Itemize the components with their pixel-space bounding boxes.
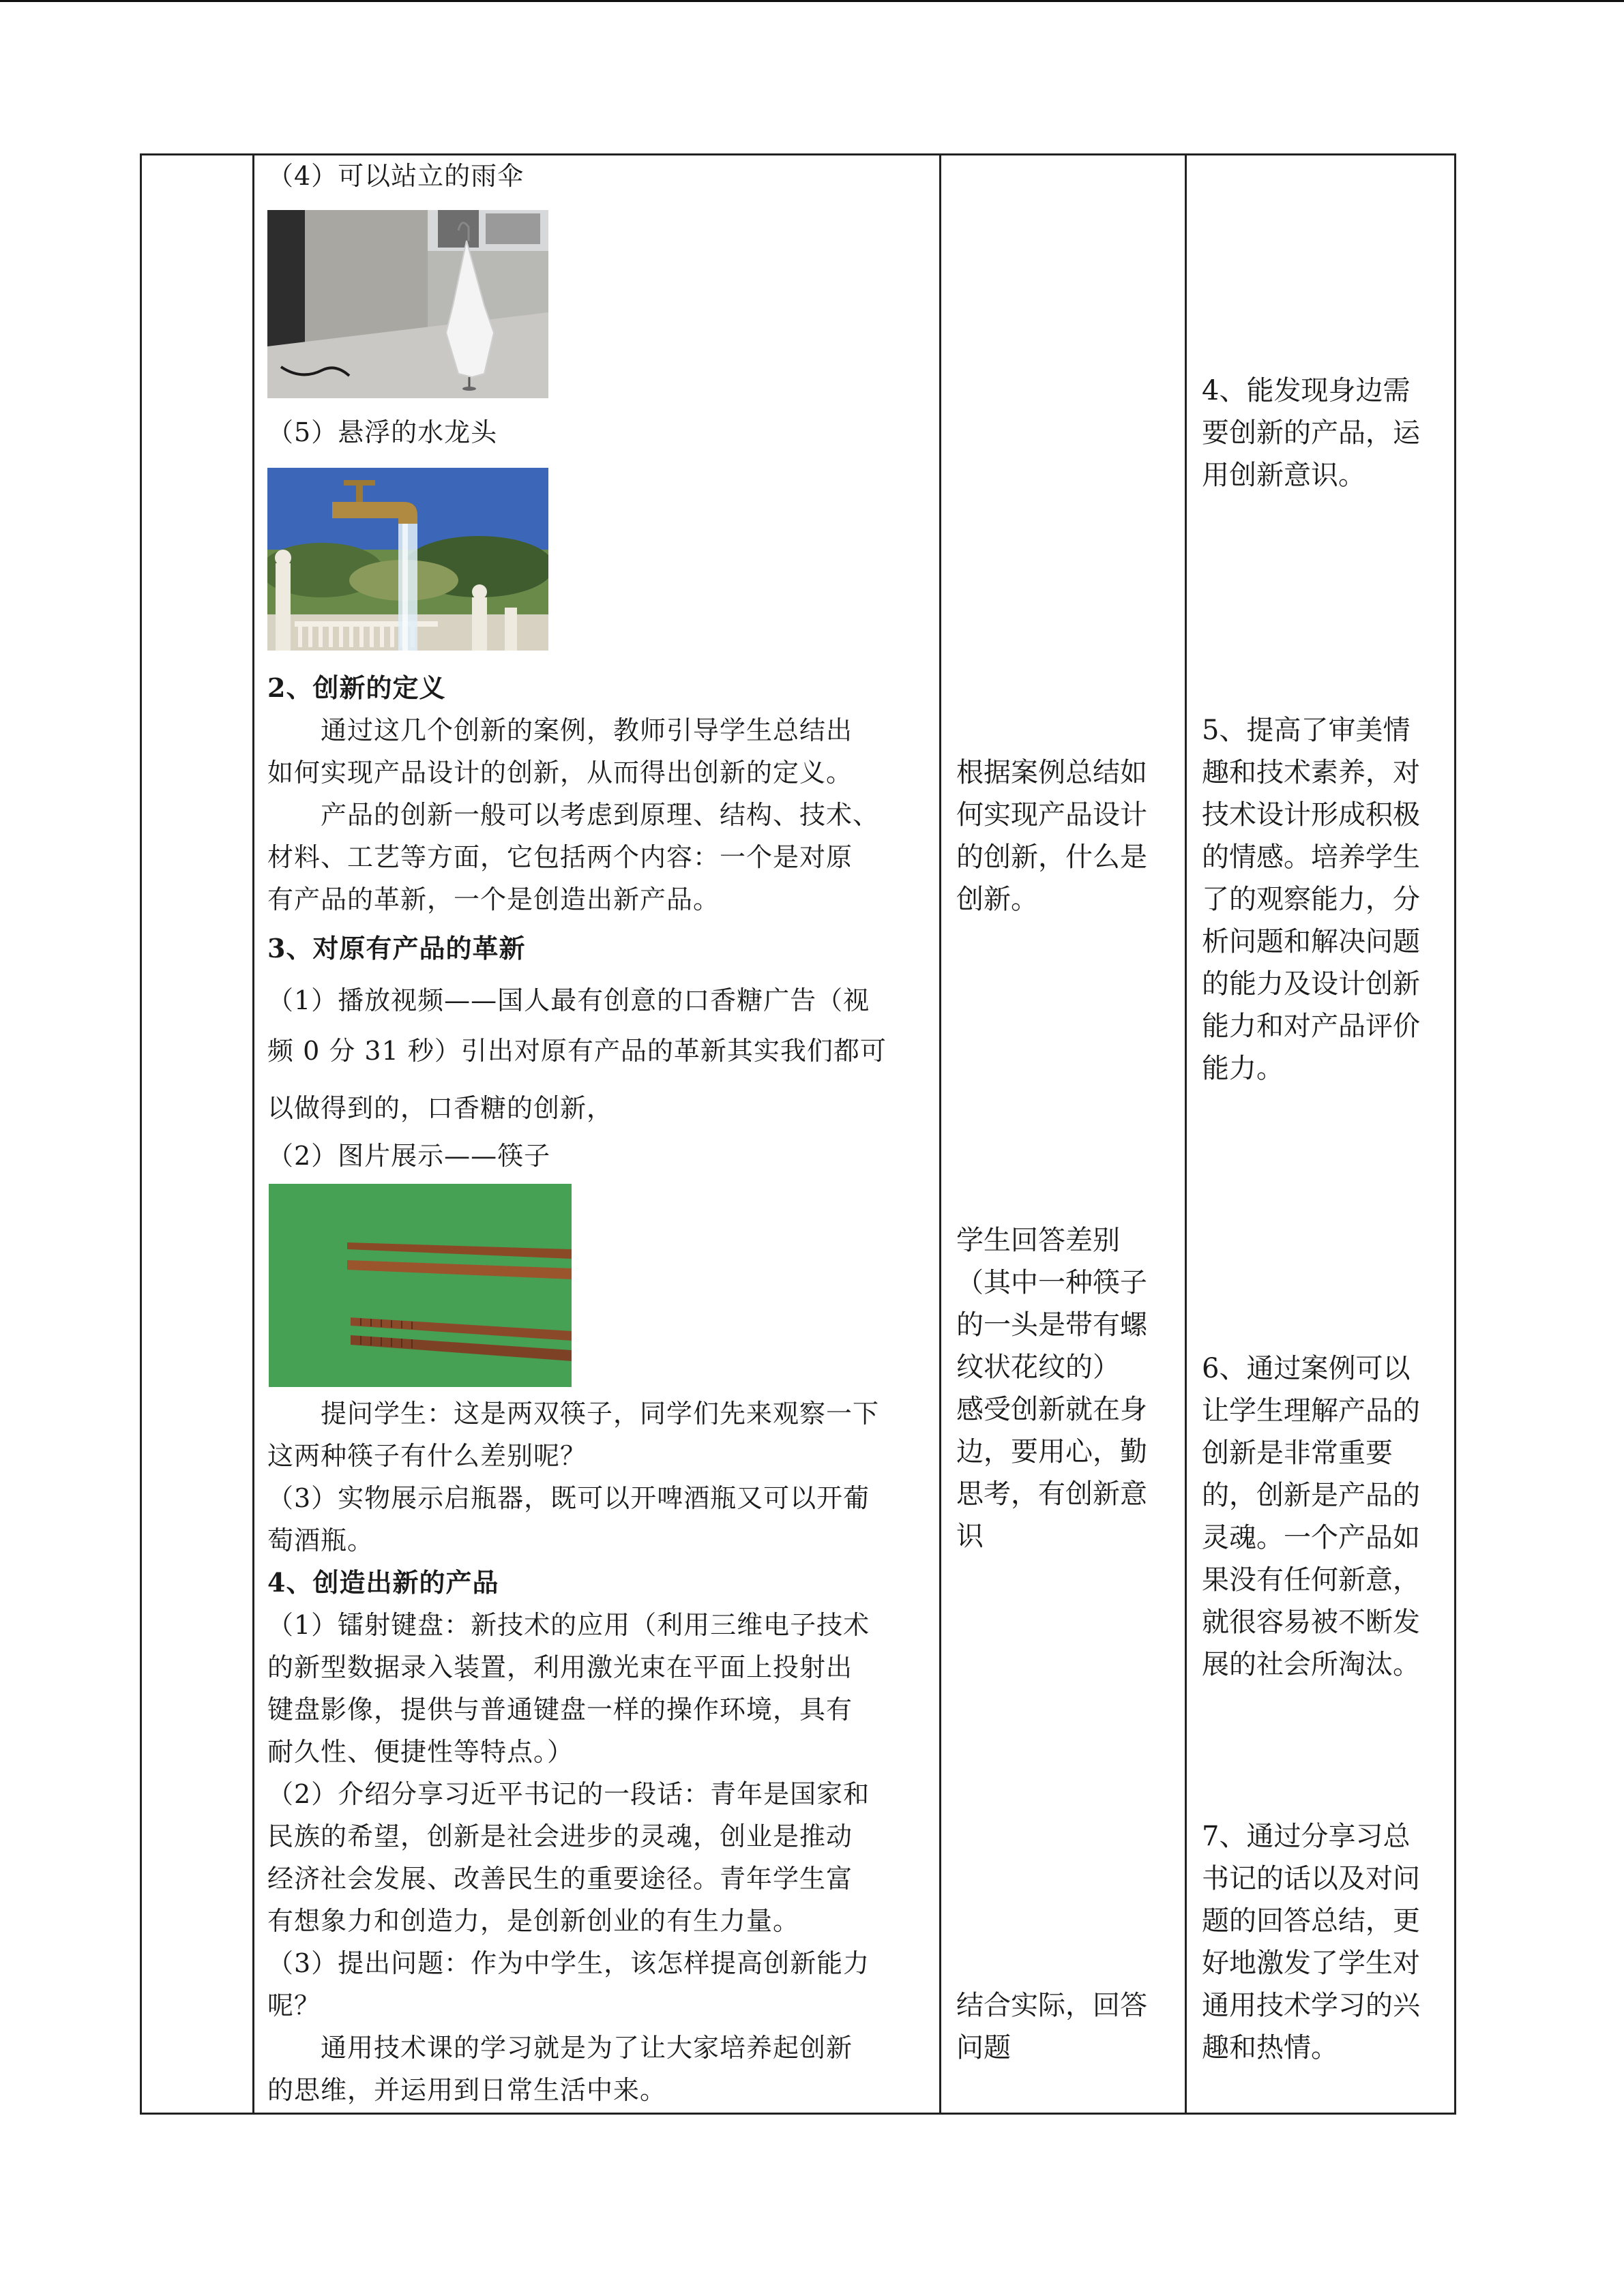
paragraph: 通用技术课的学习就是为了让大家培养起创新 bbox=[267, 2033, 853, 2063]
paragraph: （1）播放视频——国人最有创意的口香糖广告（视 bbox=[267, 985, 870, 1015]
column-divider-3 bbox=[1185, 153, 1187, 2115]
section-2-heading: 2、创新的定义 bbox=[267, 672, 446, 703]
paragraph: （2）介绍分享习近平书记的一段话：青年是国家和 bbox=[267, 1779, 870, 1809]
paragraph: 民族的希望，创新是社会进步的灵魂，创业是推动 bbox=[267, 1821, 853, 1851]
paragraph: 有产品的革新，一个是创造出新产品。 bbox=[267, 884, 720, 914]
column-divider-1 bbox=[252, 153, 254, 2115]
paragraph: 提问学生：这是两双筷子，同学们先来观察一下 bbox=[267, 1399, 880, 1429]
page-top-border bbox=[0, 0, 1624, 2]
paragraph: （1）镭射键盘：新技术的应用（利用三维电子技术 bbox=[267, 1610, 870, 1640]
paragraph: （2）图片展示——筷子 bbox=[267, 1141, 551, 1171]
column-divider-2 bbox=[939, 153, 941, 2115]
paragraph: （3）实物展示启瓶器，既可以开啤酒瓶又可以开葡 bbox=[267, 1483, 870, 1513]
paragraph: 耐久性、便捷性等特点。） bbox=[267, 1737, 574, 1767]
paragraph: （3）提出问题：作为中学生，该怎样提高创新能力 bbox=[267, 1948, 870, 1978]
standing-umbrella-photo bbox=[267, 210, 548, 398]
paragraph: 的新型数据录入装置，利用激光束在平面上投射出 bbox=[267, 1652, 853, 1682]
paragraph: 频 0 分 31 秒）引出对原有产品的革新其实我们都可 bbox=[267, 1036, 887, 1066]
paragraph: 这两种筷子有什么差别呢？ bbox=[267, 1441, 587, 1471]
paragraph: 经济社会发展、改善民生的重要途径。青年学生富 bbox=[267, 1864, 853, 1894]
paragraph: 如何实现产品设计的创新，从而得出创新的定义。 bbox=[267, 758, 853, 788]
paragraph: 键盘影像，提供与普通键盘一样的操作环境，具有 bbox=[267, 1695, 853, 1725]
paragraph: 通过这几个创新的案例，教师引导学生总结出 bbox=[267, 715, 853, 745]
design-intent-4: 4、能发现身边需 要创新的产品，运 用创新意识。 bbox=[1202, 375, 1420, 491]
faucet-caption: （5）悬浮的水龙头 bbox=[267, 417, 498, 447]
design-intent-7: 7、通过分享习总 书记的话以及对问 题的回答总结，更 好地激发了学生对 通用技术学习的兴 趣和热情。 bbox=[1202, 1821, 1420, 2063]
section-3-heading: 3、对原有产品的革新 bbox=[267, 933, 526, 964]
umbrella-caption: （4）可以站立的雨伞 bbox=[267, 161, 525, 191]
student-activity-chopsticks: 学生回答差别 （其中一种筷子 的一头是带有螺 纹状花纹的） 感受创新就在身 边，要用心，勤 思考，有创新意 识 bbox=[956, 1225, 1147, 1552]
paragraph: 萄酒瓶。 bbox=[267, 1525, 374, 1555]
chopsticks-photo bbox=[269, 1184, 572, 1387]
paragraph: 有想象力和创造力，是创新创业的有生力量。 bbox=[267, 1906, 800, 1936]
design-intent-5: 5、提高了审美情 趣和技术素养，对 技术设计形成积极 的情感。培养学生 了的观察能力，分 析问题和解决问题 的能力及设计创新 能力和对产品评价 能力。 bbox=[1202, 715, 1420, 1084]
paragraph: 呢？ bbox=[267, 1991, 321, 2021]
paragraph: 材料、工艺等方面，它包括两个内容：一个是对原 bbox=[267, 842, 853, 872]
floating-faucet-photo bbox=[267, 468, 548, 651]
paragraph: 的思维，并运用到日常生活中来。 bbox=[267, 2075, 667, 2105]
design-intent-6: 6、通过案例可以 让学生理解产品的 创新是非常重要 的，创新是产品的 灵魂。一个产品如 果没有任何新意， 就很容易被不断发 展的社会所淘汰。 bbox=[1202, 1353, 1420, 1680]
section-4-heading: 4、创造出新的产品 bbox=[267, 1567, 499, 1598]
student-activity-summary: 根据案例总结如 何实现产品设计 的创新，什么是 创新。 bbox=[956, 757, 1147, 915]
paragraph: 以做得到的，口香糖的创新， bbox=[267, 1093, 614, 1123]
student-activity-answer: 结合实际，回答 问题 bbox=[956, 1990, 1147, 2063]
paragraph: 产品的创新一般可以考虑到原理、结构、技术、 bbox=[267, 800, 880, 830]
